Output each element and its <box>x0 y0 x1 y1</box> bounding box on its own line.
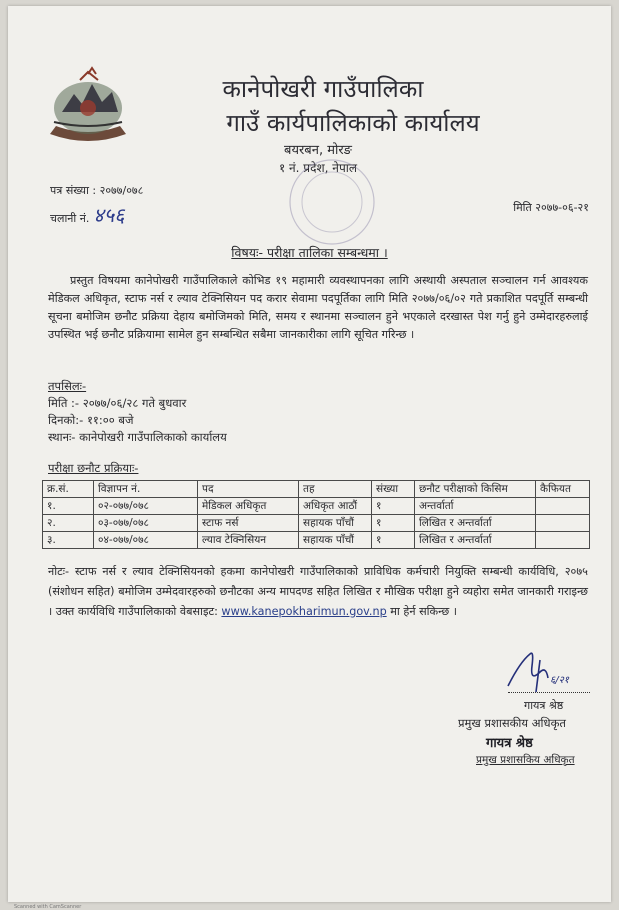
table-cell: सहायक पाँचौं <box>299 532 372 549</box>
table-cell: लिखित र अन्तर्वार्ता <box>415 532 536 549</box>
scanner-footer: Scanned with CamScanner <box>14 904 82 910</box>
table-title: परीक्षा छनौट प्रक्रियाः- <box>48 461 139 475</box>
col-header: संख्या <box>372 481 415 498</box>
dispatch-label: चलानी नं. <box>50 212 90 225</box>
exam-table <box>42 480 590 549</box>
table-cell: २. <box>43 515 94 532</box>
col-header: कैफियत <box>536 481 590 498</box>
table-cell: सहायक पाँचौं <box>299 515 372 532</box>
details-section <box>48 378 227 446</box>
body-paragraph: प्रस्तुत विषयमा कानेपोखरी गाउँपालिकाले कोभिड १९ महामारी व्यवस्थापनका लागि अस्थायी अस्पताल सञ्चालन गर्न आवश्यक मेडिकल अधिकृत, स्टाफ नर्स र ल्याव टेक्निसियन पद करार सेवामा पदपूर्तिका लागि मिति २०७७/०६/०२ गते प्रकाशित पदपूर्ति सम्बन्धी सूचना बमोजिम छनौट प्रक्रिया देहाय बमोजिमको मिति, समय र स्थानमा सञ्चालन हुने भएकाले दरखास्त पेश गर्नु हुने उम्मेदारहरुलाई उपस्थित भई छनौट प्रक्रियामा सामेल हुन सम्बन्धित सबैमा जानकारीका लागि सूचित गरिन्छ । <box>48 274 588 341</box>
table-cell <box>536 515 590 532</box>
table-cell: ल्याव टेक्निसियन <box>198 532 299 549</box>
signature-divider <box>508 692 590 693</box>
table-cell: स्टाफ नर्स <box>198 515 299 532</box>
table-cell: १ <box>372 498 415 515</box>
table-cell: ३. <box>43 532 94 549</box>
table-cell: ०३-०७७/०७८ <box>94 515 198 532</box>
table-header-row <box>43 481 590 498</box>
table-cell <box>536 532 590 549</box>
details-date: मिति :- २०७७/०६/२८ गते बुधवार <box>48 396 187 410</box>
nepal-emblem-icon <box>40 64 136 148</box>
office-subtitle: गाउँ कार्यपालिकाको कार्यालय <box>226 109 480 137</box>
details-time: दिनको:- ११:०० बजे <box>48 413 134 427</box>
table-cell: १ <box>372 515 415 532</box>
signatory-title: प्रमुख प्रशासकीय अधिकृत <box>458 716 566 730</box>
table-cell: १ <box>372 532 415 549</box>
dispatch-value: ४५६ <box>93 203 125 227</box>
dispatch-number <box>50 201 125 228</box>
office-name: कानेपोखरी गाउँपालिका <box>222 75 424 103</box>
table-cell: ०४-०७७/०७८ <box>94 532 198 549</box>
letter-number: पत्र संख्या : २०७७/०७८ <box>50 184 144 197</box>
signatory-name: गायत्र श्रेष्ठ <box>524 699 564 712</box>
stamp-name: गायत्र श्रेष्ठ <box>486 736 533 751</box>
signature-date: ६/२१ <box>550 675 569 686</box>
table-cell: मेडिकल अधिकृत <box>198 498 299 515</box>
col-header: तह <box>299 481 372 498</box>
col-header: छनौट परीक्षाको किसिम <box>415 481 536 498</box>
office-stamp-icon <box>286 156 378 248</box>
table-cell: १. <box>43 498 94 515</box>
letter-date: मिति २०७७-०६-२१ <box>513 201 589 214</box>
subject-line: विषयः- परीक्षा तालिका सम्बन्धमा । <box>231 245 388 260</box>
table-row <box>43 498 590 515</box>
stamp-title: प्रमुख प्रशासकिय अधिकृत <box>476 754 575 766</box>
table-cell: अन्तर्वार्ता <box>415 498 536 515</box>
address-line-1: बयरबन, मोरङ <box>284 143 352 158</box>
col-header: क्र.सं. <box>43 481 94 498</box>
table-row <box>43 515 590 532</box>
details-venue: स्थानः- कानेपोखरी गाउँपालिकाको कार्यालय <box>48 430 227 444</box>
col-header: पद <box>198 481 299 498</box>
address-line-2: १ नं. प्रदेश, नेपाल <box>278 161 358 175</box>
note-paragraph: नोटः- स्टाफ नर्स र ल्याव टेक्निसियनको हकमा कानेपोखरी गाउँपालिकाको प्राविधिक कर्मचारी नियुक्ति सम्बन्धी कार्यविधि, २०७५ (संशोधन सहित) बमोजिम उम्मेदवारहरुको छनौटका अन्य मापदण्ड सहित लिखित र मौखिक परीक्षा हुने व्यहोरा समेत जानकारी गराइन्छ । उक्त कार्यविधि गाउँपालिकाको वेबसाइट: www.kanepokharimun.gov.np मा हेर्न सकिन्छ । <box>48 565 588 618</box>
col-header: विज्ञापन नं. <box>94 481 198 498</box>
table-cell: अधिकृत आठौं <box>299 498 372 515</box>
table-cell: लिखित र अन्तर्वार्ता <box>415 515 536 532</box>
website-link[interactable]: www.kanepokharimun.gov.np <box>221 605 387 618</box>
table-cell <box>536 498 590 515</box>
document-page <box>8 6 611 910</box>
details-title: तपसिलः- <box>48 379 87 393</box>
table-row <box>43 532 590 549</box>
table-cell: ०२-०७७/०७८ <box>94 498 198 515</box>
